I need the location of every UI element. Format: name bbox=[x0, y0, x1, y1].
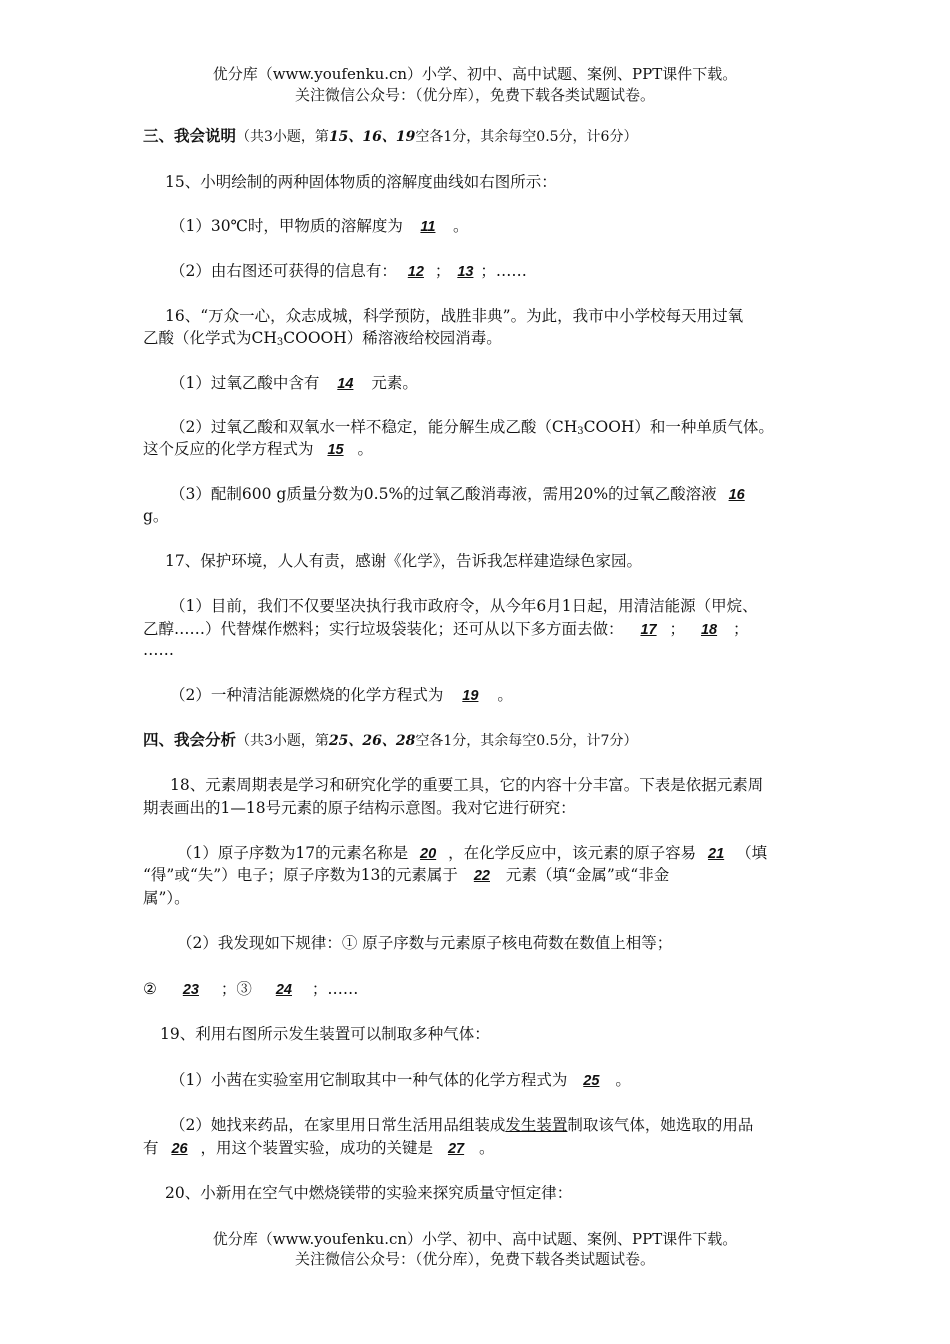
q16-part3-line2: g。 bbox=[143, 507, 169, 525]
q16-stem-2b: COOOH）稀溶液给校园消毒。 bbox=[283, 329, 502, 347]
q15-stem: 15、小明绘制的两种固体物质的溶解度曲线如右图所示： bbox=[165, 173, 557, 191]
q19-part2-2a: 有 bbox=[143, 1139, 159, 1157]
q18-stem-1: 18、元素周期表是学习和研究化学的重要工具，它的内容十分丰富。下表是依据元素周 bbox=[170, 776, 764, 794]
q18-part1-1b: ，在化学反应中，该元素的原子容易 bbox=[448, 844, 697, 862]
section-4-note-nums: 25、26、28 bbox=[328, 733, 416, 749]
q17-part1-2a: 乙醇……）代替煤作燃料；实行垃圾袋装化；还可从以下多方面去做： bbox=[143, 620, 624, 638]
q19-part2-underlined: 发生装置 bbox=[505, 1116, 568, 1134]
section-4-heading bbox=[143, 729, 813, 752]
blank-23[interactable]: 23 bbox=[182, 982, 199, 998]
blank-27[interactable]: 27 bbox=[447, 1141, 465, 1157]
blank-15[interactable]: 15 bbox=[327, 442, 344, 458]
q18-part1-line2 bbox=[143, 864, 813, 887]
q16-part2-2a: 这个反应的化学方程式为 bbox=[143, 440, 314, 458]
blank-21[interactable]: 21 bbox=[708, 846, 725, 862]
q18-part2-2b: ；③ bbox=[220, 980, 252, 998]
q15-part1-end: 。 bbox=[452, 217, 469, 235]
q20-stem: 20、小新用在空气中燃烧镁带的实验来探究质量守恒定律： bbox=[165, 1184, 573, 1202]
q19-part2-2b: ，用这个装置实验，成功的关键是 bbox=[200, 1139, 434, 1157]
q19-stem: 19、利用右图所示发生装置可以制取多种气体： bbox=[160, 1025, 490, 1043]
q16-part2-sub: 3 bbox=[577, 426, 584, 437]
q15-part2-text: （2）由右图还可获得的信息有： bbox=[170, 262, 397, 280]
q16-part2-2b: 。 bbox=[357, 440, 374, 458]
q16-part1 bbox=[170, 372, 840, 395]
q17-sep: ； bbox=[669, 620, 686, 638]
q18-part2: （2）我发现如下规律：① 原子序数与元素原子核电荷数在数值上相等； bbox=[177, 934, 673, 952]
blank-26[interactable]: 26 bbox=[171, 1141, 188, 1157]
q15-part2-end: ；…… bbox=[480, 262, 527, 280]
footer-line-1: 优分库（www.youfenku.cn）小学、初中、高中试题、案例、PPT课件下载。 bbox=[212, 1230, 738, 1248]
q15-part1-text: （1）30℃时，甲物质的溶解度为 bbox=[170, 217, 403, 235]
header-line-2: 关注微信公众号：（优分库），免费下载各类试题试卷。 bbox=[294, 86, 655, 104]
blank-18[interactable]: 18 bbox=[700, 622, 718, 638]
q18-part1-line1 bbox=[177, 842, 847, 865]
blank-24[interactable]: 24 bbox=[275, 982, 292, 998]
section-3-note-nums: 15、16、19 bbox=[328, 129, 416, 145]
q16-stem-1: 16、“万众一心，众志成城，科学预防，战胜非典”。为此，我市中小学校每天用过氧 bbox=[165, 307, 744, 325]
q16-stem-2-sub: 3 bbox=[276, 337, 284, 348]
section-3-title: 三、我会说明 bbox=[143, 126, 237, 145]
blank-25[interactable]: 25 bbox=[583, 1073, 600, 1089]
blank-22[interactable]: 22 bbox=[473, 868, 490, 884]
blank-16[interactable]: 16 bbox=[728, 487, 745, 503]
q18-part1-1a: （1）原子序数为17的元素名称是 bbox=[177, 844, 409, 862]
q17-part1-line3: …… bbox=[143, 641, 174, 659]
section-4-note-a: （共3小题，第 bbox=[236, 733, 329, 749]
q17-part1-2b: ； bbox=[733, 620, 749, 638]
blank-11[interactable]: 11 bbox=[420, 219, 436, 235]
q16-part2-line2 bbox=[143, 438, 813, 461]
q16-part2-1a: （2）过氧乙酸和双氧水一样不稳定，能分解生成乙酸（CH bbox=[170, 418, 578, 436]
q19-part2-1b: 制取该气体，她选取的用品 bbox=[567, 1116, 754, 1134]
section-3-note-b: 空各1分，其余每空0.5分，计6分） bbox=[415, 129, 638, 145]
q17-stem: 17、保护环境，人人有责，感谢《化学》，告诉我怎样建造绿色家园。 bbox=[165, 552, 642, 570]
q18-part1-line3: 属”）。 bbox=[143, 889, 190, 907]
blank-13[interactable]: 13 bbox=[457, 264, 474, 280]
q18-part2-line2 bbox=[143, 978, 813, 1001]
q16-stem-2a: 乙酸（化学式为CH bbox=[143, 329, 277, 347]
q18-stem-2: 期表画出的1—18号元素的原子结构示意图。我对它进行研究： bbox=[143, 799, 576, 817]
section-3-note-a: （共3小题，第 bbox=[236, 129, 329, 145]
q17-part2-text: （2）一种清洁能源燃烧的化学方程式为 bbox=[170, 686, 444, 704]
q17-part1-line1: （1）目前，我们不仅要坚决执行我市政府令，从今年6月1日起，用清洁能源（甲烷、 bbox=[170, 597, 758, 615]
q16-part3-line1 bbox=[170, 483, 840, 506]
q18-part1-2a: “得”或“失”）电子；原子序数为13的元素属于 bbox=[143, 866, 458, 884]
q15-sep: ； bbox=[434, 262, 451, 280]
blank-20[interactable]: 20 bbox=[420, 846, 437, 862]
q19-part1-end: 。 bbox=[615, 1071, 631, 1089]
q19-part2-line1 bbox=[170, 1114, 840, 1136]
q16-stem-2 bbox=[143, 327, 813, 354]
header-line-1: 优分库（www.youfenku.cn）小学、初中、高中试题、案例、PPT课件下载。 bbox=[212, 65, 738, 83]
q18-part1-2b: 元素（填“金属”或“非金 bbox=[505, 866, 670, 884]
section-3-heading bbox=[143, 125, 813, 148]
q18-part2-2a: ② bbox=[143, 980, 157, 998]
q19-part2-line2 bbox=[143, 1137, 813, 1160]
q16-part1-end: 元素。 bbox=[371, 374, 418, 392]
q18-part1-1c: （填 bbox=[736, 844, 768, 862]
q15-part1 bbox=[170, 215, 840, 238]
section-4-note-b: 空各1分，其余每空0.5分，计7分） bbox=[415, 733, 638, 749]
q18-part2-2c: ；…… bbox=[311, 980, 359, 998]
blank-19[interactable]: 19 bbox=[462, 688, 479, 704]
footer-line-2: 关注微信公众号：（优分库），免费下载各类试题试卷。 bbox=[294, 1250, 655, 1268]
q19-part2-1a: （2）她找来药品，在家里用日常生活用品组装成 bbox=[170, 1116, 506, 1134]
blank-17[interactable]: 17 bbox=[640, 622, 657, 638]
q17-part2 bbox=[170, 684, 840, 707]
q19-part1 bbox=[170, 1069, 840, 1092]
blank-14[interactable]: 14 bbox=[337, 376, 354, 392]
q17-part2-end: 。 bbox=[497, 686, 513, 704]
q16-part2-1b: COOH）和一种单质气体。 bbox=[583, 418, 774, 436]
q19-part2-2c: 。 bbox=[479, 1139, 495, 1157]
blank-12[interactable]: 12 bbox=[407, 264, 424, 280]
q19-part1-text: （1）小茜在实验室用它制取其中一种气体的化学方程式为 bbox=[170, 1071, 568, 1089]
q17-part1-line2 bbox=[143, 618, 813, 641]
q16-part1-text: （1）过氧乙酸中含有 bbox=[170, 374, 320, 392]
section-4-title: 四、我会分析 bbox=[143, 730, 237, 749]
q16-part3-text: （3）配制600 g质量分数为0.5%的过氧乙酸消毒液，需用20%的过氧乙酸溶液 bbox=[170, 485, 717, 503]
q15-part2 bbox=[170, 260, 840, 283]
